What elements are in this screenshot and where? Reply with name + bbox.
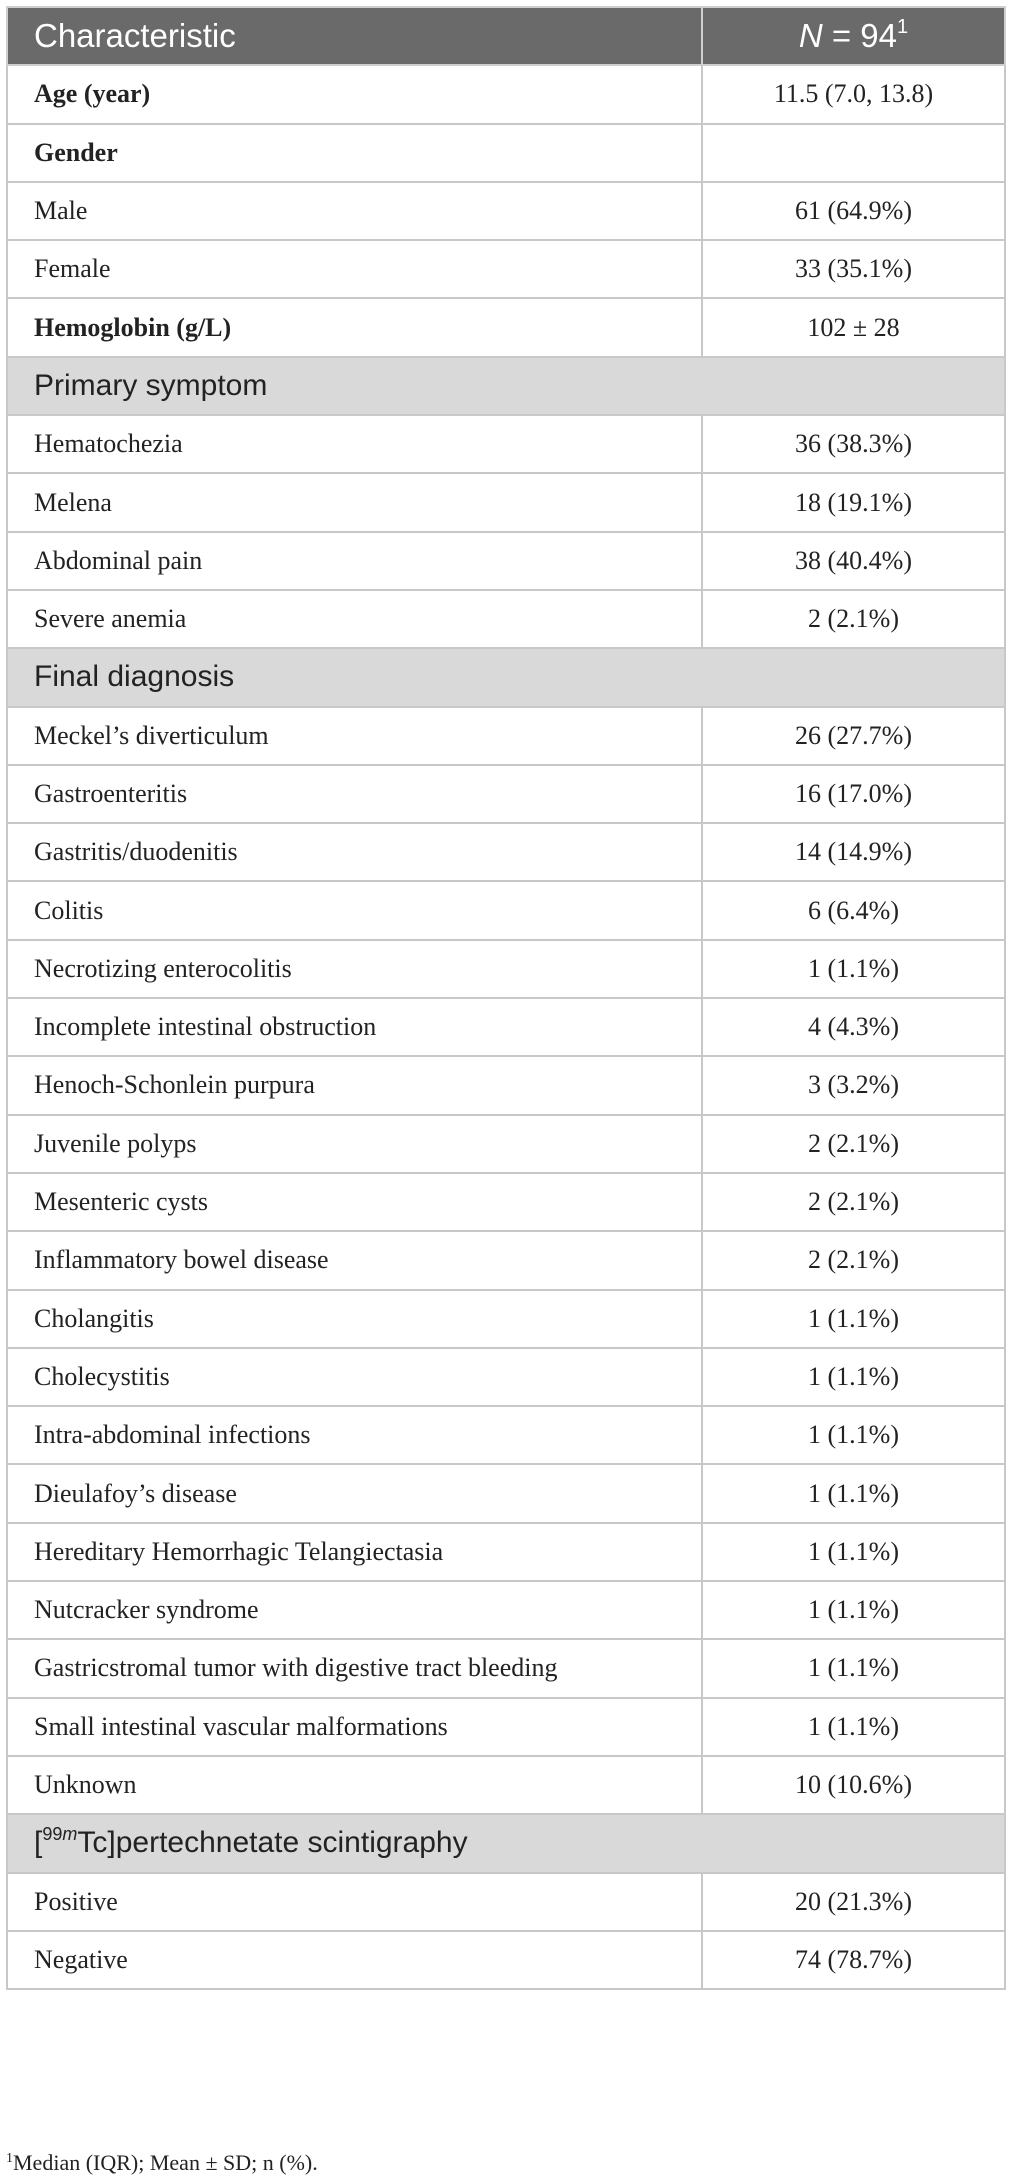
row-value: 2 (2.1%) [702,1231,1005,1289]
row-label: Hematochezia [7,415,702,473]
row-label: Negative [7,1931,702,1989]
row-value: 10 (10.6%) [702,1756,1005,1814]
row-value: 4 (4.3%) [702,998,1005,1056]
row-value: 38 (40.4%) [702,532,1005,590]
table-row [7,1464,1005,1522]
section-title-text: Tc]pertechnetate scintigraphy [77,1826,468,1860]
table-row [7,998,1005,1056]
n-label: N [798,17,823,55]
row-label: Henoch-Schonlein purpura [7,1056,702,1114]
row-label: Unknown [7,1756,702,1814]
characteristics-table [6,6,1006,1990]
row-label: Dieulafoy’s disease [7,1464,702,1522]
table-body [7,65,1005,1989]
isotope-number: 99 [42,1824,63,1845]
row-label: Colitis [7,881,702,939]
row-label: Severe anemia [7,590,702,648]
row-label: Nutcracker syndrome [7,1581,702,1639]
row-label: Cholecystitis [7,1348,702,1406]
section-title [7,1814,1005,1872]
n-footnote-marker: 1 [897,16,909,39]
row-value: 1 (1.1%) [702,940,1005,998]
row-label: Inflammatory bowel disease [7,1231,702,1289]
table-row [7,881,1005,939]
table-row [7,532,1005,590]
table-row [7,707,1005,765]
table-row [7,1756,1005,1814]
row-label: Gender [7,124,702,182]
row-value: 1 (1.1%) [702,1639,1005,1697]
row-value: 6 (6.4%) [702,881,1005,939]
table-row [7,298,1005,356]
table-row [7,765,1005,823]
row-label: Gastritis/duodenitis [7,823,702,881]
row-label: Gastroenteritis [7,765,702,823]
row-label: Hereditary Hemorrhagic Telangiectasia [7,1523,702,1581]
row-value: 1 (1.1%) [702,1290,1005,1348]
characteristic-column-header: Characteristic [7,7,702,65]
table-row [7,1231,1005,1289]
section-title: Final diagnosis [7,648,1005,706]
row-label: Age (year) [7,65,702,123]
section-title: Primary symptom [7,357,1005,415]
table-row [7,1523,1005,1581]
table-row [7,1115,1005,1173]
row-label: Incomplete intestinal obstruction [7,998,702,1056]
row-value [702,124,1005,182]
row-value: 1 (1.1%) [702,1581,1005,1639]
row-label: Male [7,182,702,240]
row-value: 2 (2.1%) [702,1115,1005,1173]
table-footnote [6,2150,318,2176]
row-label: Mesenteric cysts [7,1173,702,1231]
row-value: 102 ± 28 [702,298,1005,356]
row-value: 2 (2.1%) [702,1173,1005,1231]
row-value: 36 (38.3%) [702,415,1005,473]
row-label: Intra-abdominal infections [7,1406,702,1464]
row-value: 2 (2.1%) [702,590,1005,648]
table-header-row [7,7,1005,65]
table-row [7,1056,1005,1114]
table-row [7,1348,1005,1406]
row-value: 1 (1.1%) [702,1523,1005,1581]
row-label: Female [7,240,702,298]
row-value: 61 (64.9%) [702,182,1005,240]
isotope-mass-number [42,1824,77,1844]
section-title-bracket: [ [34,1826,43,1860]
table-row [7,1581,1005,1639]
table-row [7,1406,1005,1464]
table-row [7,1873,1005,1931]
section-header-row [7,648,1005,706]
row-label: Hemoglobin (g/L) [7,298,702,356]
table-row [7,182,1005,240]
row-value: 74 (78.7%) [702,1931,1005,1989]
table-row [7,1698,1005,1756]
table-row [7,590,1005,648]
row-value: 11.5 (7.0, 13.8) [702,65,1005,123]
row-label: Cholangitis [7,1290,702,1348]
row-label: Juvenile polyps [7,1115,702,1173]
table-row [7,65,1005,123]
table-row [7,823,1005,881]
row-label: Gastricstromal tumor with digestive tract bleeding [7,1639,702,1697]
row-value: 1 (1.1%) [702,1406,1005,1464]
table-row [7,1173,1005,1231]
row-value: 16 (17.0%) [702,765,1005,823]
section-header-row [7,357,1005,415]
table-row [7,940,1005,998]
table-row [7,1639,1005,1697]
table-row [7,473,1005,531]
table-row [7,415,1005,473]
table-row [7,124,1005,182]
row-label: Positive [7,1873,702,1931]
row-label: Melena [7,473,702,531]
n-column-header [702,7,1005,65]
row-value: 1 (1.1%) [702,1464,1005,1522]
footnote-marker: 1 [6,2151,13,2166]
row-value: 26 (27.7%) [702,707,1005,765]
table-row [7,1290,1005,1348]
row-value: 18 (19.1%) [702,473,1005,531]
row-value: 14 (14.9%) [702,823,1005,881]
row-label: Meckel’s diverticulum [7,707,702,765]
section-header-row [7,1814,1005,1872]
row-label: Necrotizing enterocolitis [7,940,702,998]
row-value: 33 (35.1%) [702,240,1005,298]
row-label: Abdominal pain [7,532,702,590]
row-value: 3 (3.2%) [702,1056,1005,1114]
row-value: 20 (21.3%) [702,1873,1005,1931]
row-value: 1 (1.1%) [702,1348,1005,1406]
footnote-text: Median (IQR); Mean ± SD; n (%). [13,2150,318,2175]
table-row [7,240,1005,298]
row-label: Small intestinal vascular malformations [7,1698,702,1756]
summary-table-container [6,6,1004,1990]
n-value: = 94 [822,17,898,55]
table-row [7,1931,1005,1989]
row-value: 1 (1.1%) [702,1698,1005,1756]
isotope-metastable: m [62,1824,78,1845]
